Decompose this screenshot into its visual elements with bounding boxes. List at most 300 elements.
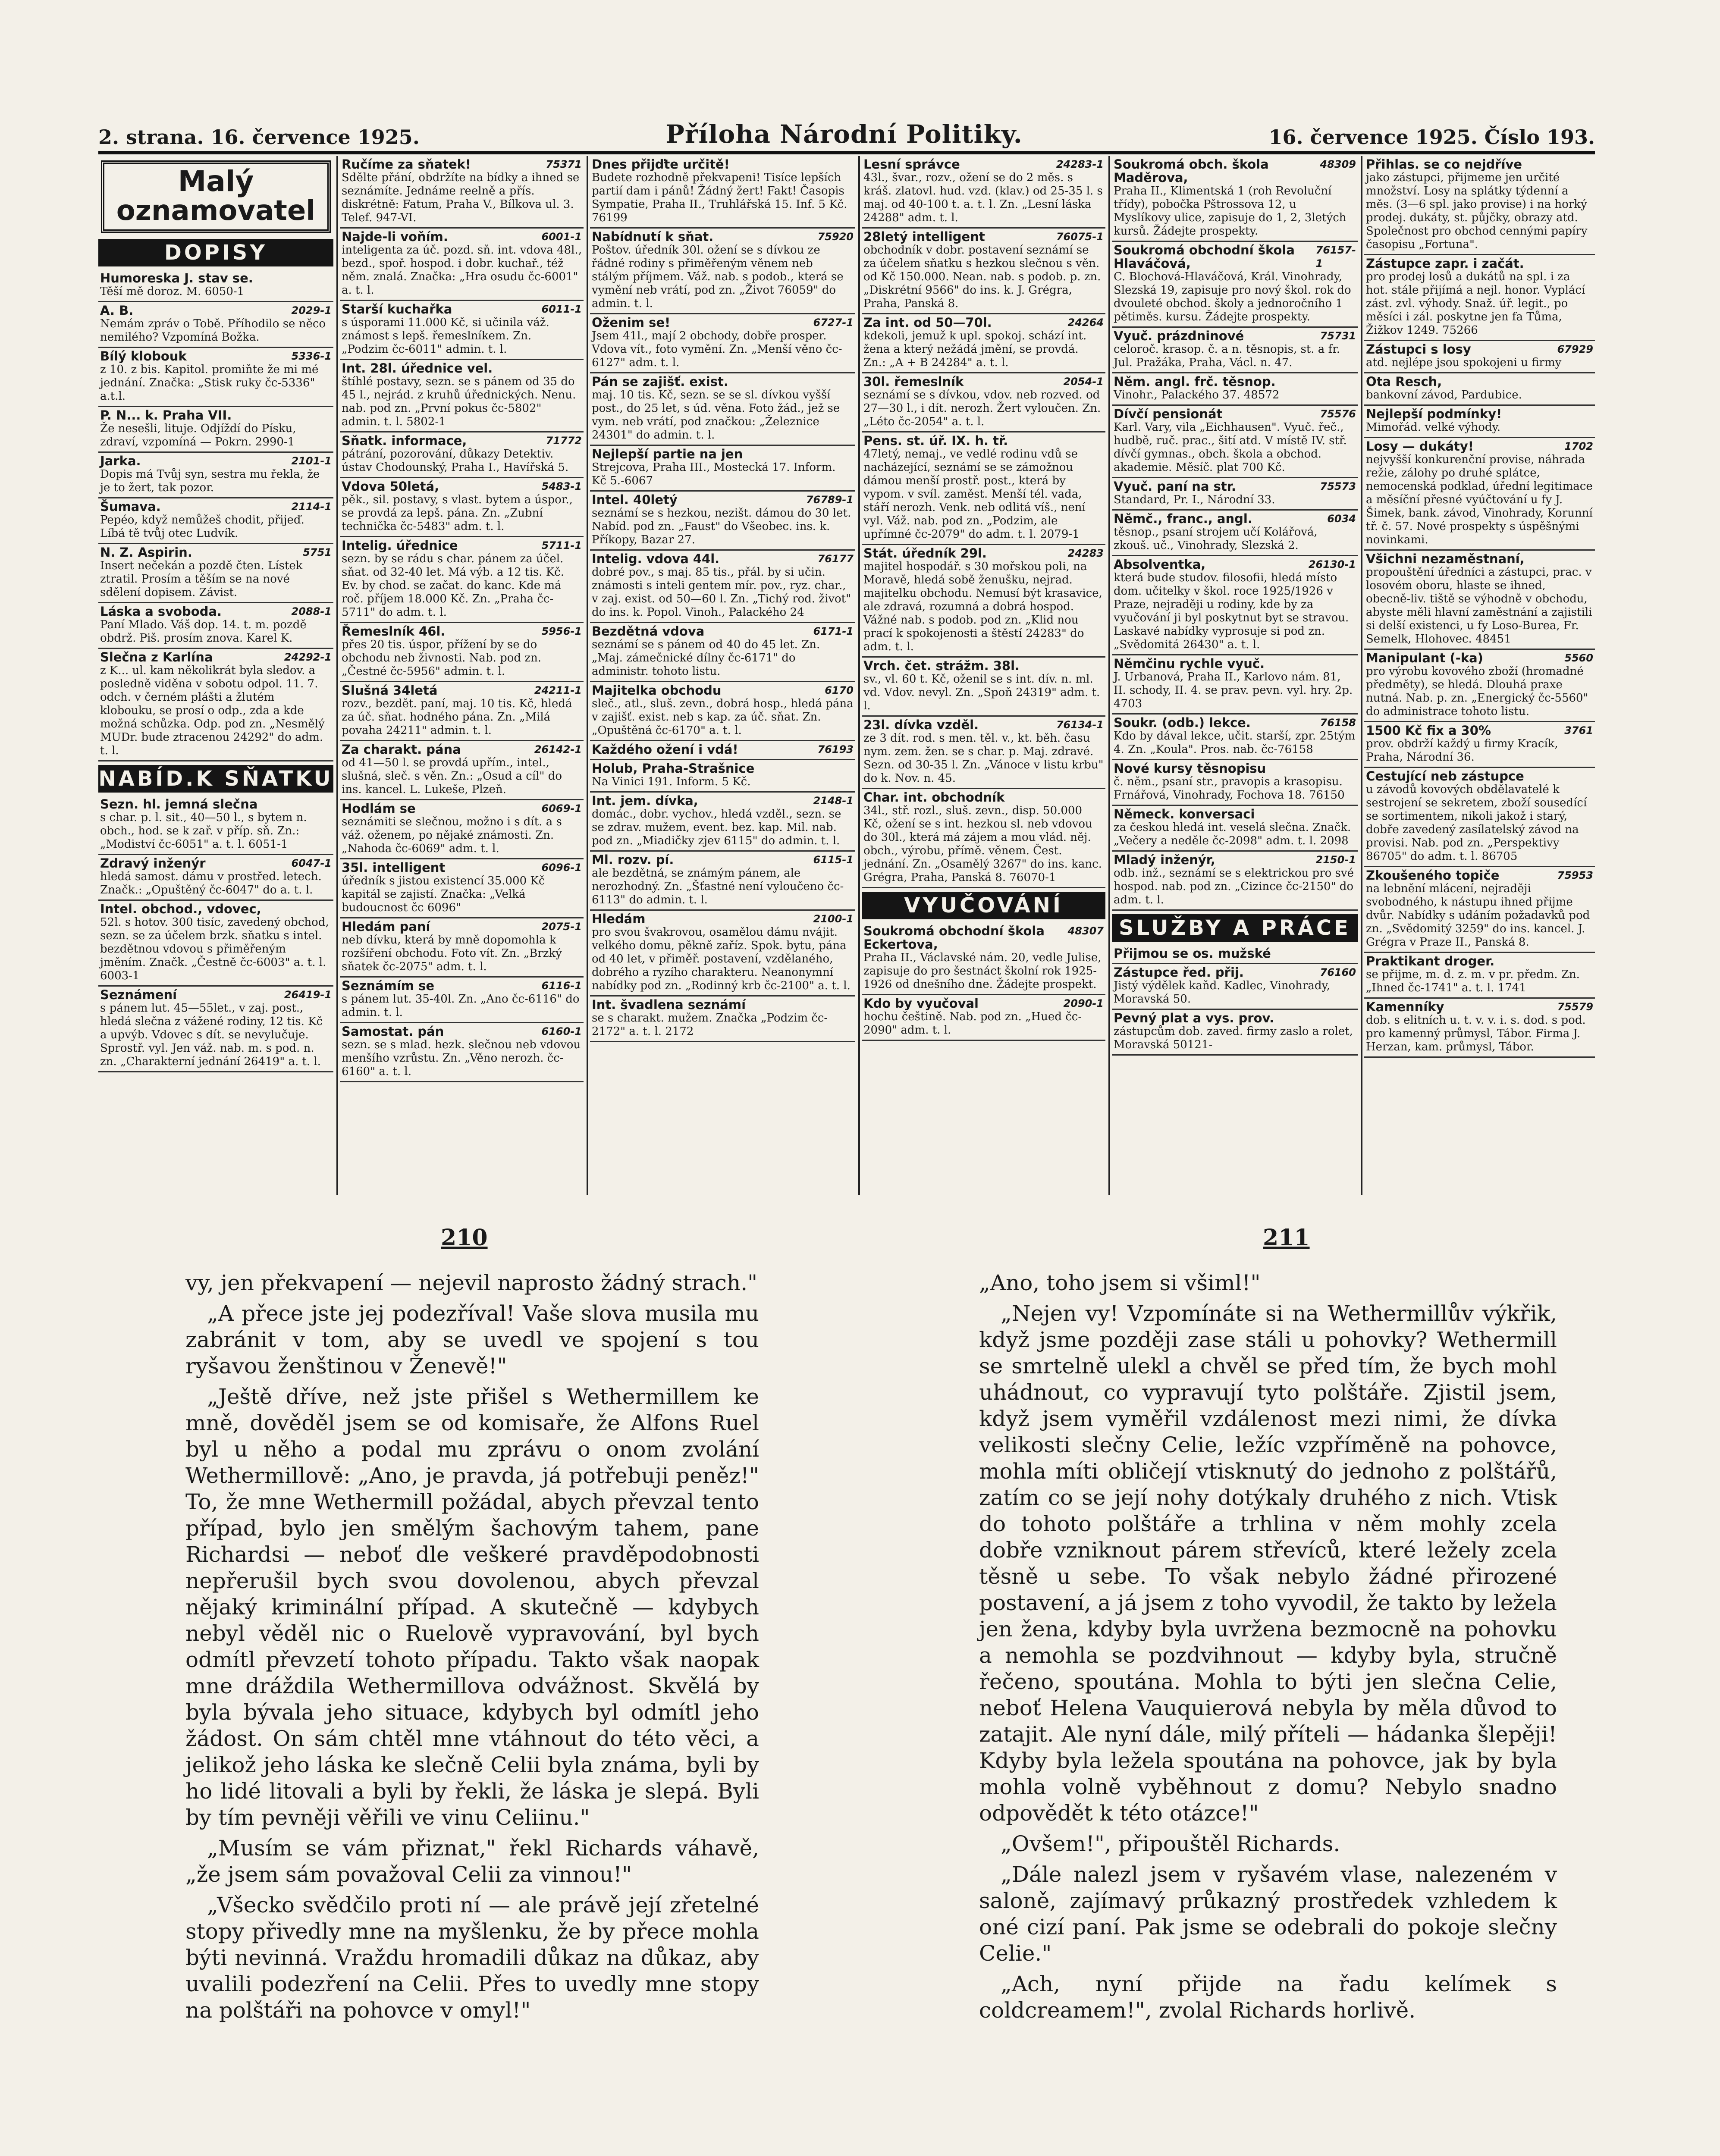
- ad-heading: [592, 375, 854, 389]
- classified-ad: [98, 302, 333, 348]
- ad-text: sezn. se s mlad. hezk. slečnou neb vdovou menšího vzrůstu. Zn. „Věno nerozh. čc-6160" a. t. l.: [342, 1038, 581, 1078]
- ad-title: Oženim se!: [592, 315, 671, 330]
- ad-title: Přihlas. se co nejdříve: [1366, 157, 1522, 172]
- classified-ad: [590, 229, 855, 314]
- ad-code: 6034: [1327, 513, 1356, 525]
- classified-ad: [340, 918, 584, 978]
- ad-heading: [863, 316, 1104, 329]
- ad-heading: [592, 493, 854, 507]
- ad-title: Vyuč. paní na str.: [1114, 479, 1236, 494]
- ad-title: A. B.: [100, 303, 134, 318]
- ad-title: Bezdětná vdova: [592, 624, 705, 639]
- ad-code: 6160-1: [541, 1025, 582, 1037]
- ad-heading: [592, 998, 854, 1012]
- ad-text: pro výrobu kovového zboží (hromadné předměty), se hledá. Dlouhá praxe nutná. Nab. p. zn. „Energický čc-5560" do administrace tohoto listu.: [1366, 665, 1588, 718]
- ad-title: Německ. konversaci: [1114, 807, 1255, 821]
- ad-code: 5336-1: [291, 350, 332, 363]
- ad-code: 76157-1: [1315, 244, 1356, 270]
- classified-ad: [1364, 768, 1595, 867]
- ad-text: se s charakt. mužem. Značka „Podzim čc-2172" a. t. l. 2172: [592, 1012, 828, 1038]
- ad-text: odb. inž., seznámí se s elektrickou pro své hospod. nab. pod zn. „Cizince čc-2150" do adm. t. l.: [1114, 867, 1354, 906]
- ad-title: Soukromá obchodní škola Eckertova,: [863, 924, 1045, 952]
- ad-heading: [592, 158, 854, 171]
- ad-code: 6069-1: [541, 802, 582, 815]
- ad-text: pro svou švakrovou, osamělou dámu nvájit. velkého domu, pěkně zaříz. Spok. bytu, pána od 40 let, v přiměř. postavení, vzdělaného, dobrého a ryzího charakteru. Neanonymní nabídky pod zn. „Rodinný krb čc-2100" a. t. l.: [592, 926, 851, 992]
- ad-code: 2088-1: [291, 605, 332, 618]
- ad-text: Jsem 41l., mají 2 obchody, dobře prosper. Vdova vít., foto vymění. Zn. „Menší věno čc-6127" adm. t. l.: [592, 329, 842, 369]
- ad-title: Sezn. hl. jemná slečna: [100, 797, 258, 812]
- ad-heading: [342, 362, 582, 375]
- ad-heading: [592, 448, 854, 461]
- ad-text: seznámí se s dívkou, vdov. neb rozved. od 27—30 l., i dít. nerozh. Žert vyloučen. Zn. „Léto čc-2054" a. t. l.: [863, 389, 1101, 428]
- ad-heading: [863, 791, 1104, 804]
- ad-title: Slečna z Karlína: [100, 650, 213, 665]
- ad-heading: [100, 605, 332, 618]
- ad-title: 28letý intelligent: [863, 229, 985, 244]
- classified-ad: [590, 446, 855, 492]
- classified-ad: [1364, 341, 1595, 373]
- classified-ad: [1364, 438, 1595, 551]
- ad-text: J. Urbanová, Praha II., Karlovo nám. 81, II. schody, II. 4. se prav. pevn. vyl. hry. 2p. 4703: [1114, 671, 1353, 710]
- classified-ad: [590, 997, 855, 1042]
- classified-ad: [1364, 650, 1595, 722]
- ad-heading: [100, 350, 332, 363]
- page-number-left: 210: [441, 1225, 488, 1251]
- classified-ad: [1112, 760, 1358, 806]
- ad-heading: [1366, 1000, 1593, 1014]
- ad-text: Těší mě doroz. M. 6050-1: [100, 285, 245, 298]
- classified-ad: [98, 544, 333, 603]
- ad-text: s pánem lut. 35-40l. Zn. „Ano čc-6116" do admin. t. l.: [342, 993, 580, 1019]
- ad-title: Kamenníky: [1366, 1000, 1444, 1014]
- ad-code: 75731: [1320, 330, 1356, 342]
- header-issue-right: 16. července 1925. Číslo 193.: [1268, 125, 1595, 149]
- classified-ad: [98, 796, 333, 855]
- classified-ad: [590, 623, 855, 682]
- ad-code: 2100-1: [813, 913, 854, 925]
- classified-ad: [340, 623, 584, 682]
- ad-text: celoroč. krasop. č. a n. těsnopis, st. a fr. Jul. Pražáka, Praha, Václ. n. 47.: [1114, 343, 1340, 369]
- ad-text: bankovní závod, Pardubice.: [1366, 389, 1522, 401]
- ad-text: ale bezdětná, se známým pánem, ale nerozhodný. Zn. „Šťastné není vyloučeno čc-6113" do admin. t. l.: [592, 867, 844, 906]
- classified-ad: [340, 800, 584, 859]
- ad-heading: [1114, 657, 1356, 671]
- ad-title: Hodlám se: [342, 801, 416, 816]
- classified-ad: [590, 760, 855, 793]
- ad-code: 26419-1: [284, 989, 332, 1001]
- classified-ad: [340, 360, 584, 432]
- ad-heading: [342, 230, 582, 244]
- ad-title: Starší kuchařka: [342, 302, 452, 317]
- logo-line-1: Malý: [178, 165, 254, 198]
- ad-text: Praha II., Václavské nám. 20, vedle Julise, zapisuje do pro šestnáct školní rok 1925-1926 od dnešního dne. Žádejte prospekt.: [863, 951, 1102, 991]
- ad-heading: [100, 988, 332, 1002]
- ad-text: těsnop., psaní strojem učí Kolářová, zkouš. uč., Vinohrady, Slezská 2.: [1114, 526, 1318, 552]
- ad-heading: [342, 539, 582, 552]
- ad-code: 2075-1: [541, 921, 582, 933]
- ad-text: Praha II., Klimentská 1 (roh Revoluční třídy), pobočka Pštrossova 12, u Myslíkovy ulice, zapisuje do 1, 2, 3letých kursů. Žádejte prospekty.: [1114, 185, 1346, 238]
- ad-heading: [1114, 716, 1356, 730]
- ad-text: za českou hledá int. veselá slečna. Značk. „Večery a neděle čc-2098" adm. t. l. 2098: [1114, 821, 1351, 847]
- ads-list: [1112, 156, 1358, 1056]
- ad-heading: [342, 1025, 582, 1038]
- ad-title: Char. int. obchodník: [863, 790, 1005, 805]
- classified-ad: [1112, 964, 1358, 1010]
- story-paragraph: vy, jen překvapení — nejevil naprosto žádný strach.": [185, 1270, 758, 1295]
- ad-title: Nejlepší podmínky!: [1366, 407, 1502, 421]
- classified-ad: [98, 649, 333, 761]
- classified-ad: [862, 717, 1105, 789]
- classified-ad: [862, 314, 1105, 373]
- ad-code: 6096-1: [541, 862, 582, 874]
- ad-text: nejvyšší konkurenční provise, náhrada režie, zálohy po druhé splátce, nemocenská podklad, úřední legitimace a měsíční přesné vyúčtování u fy J. Šimek, bank. závod, Vinohrady, Korunní tř. č. 57. Nové prospekty s úspěšnými novinkami.: [1366, 453, 1593, 546]
- ad-heading: [1114, 158, 1356, 185]
- classified-ad: [1364, 953, 1595, 999]
- ad-code: 2029-1: [291, 304, 332, 317]
- newspaper-title: Příloha Národní Politiky.: [665, 119, 1023, 149]
- classified-ad: [340, 978, 584, 1023]
- classified-ad: [590, 852, 855, 911]
- ad-title: Něm. angl. frč. těsnop.: [1114, 374, 1276, 389]
- ad-heading: [1114, 947, 1356, 960]
- ad-text: domác., dobr. vychov., hledá vzděl., sezn. se se zdrav. mužem, event. bez. kap. Mil. nab. pod zn. „Miadičky zjev 6115" do admin. t. l.: [592, 808, 841, 847]
- classified-ad: [590, 373, 855, 446]
- ad-title: Losy — dukáty!: [1366, 439, 1474, 454]
- ad-text: č. něm., psaní str., pravopis a krasopisu. Frnářová, Vinohrady, Fochova 18. 76150: [1114, 775, 1345, 802]
- classified-ad: [340, 859, 584, 918]
- ad-heading: [1366, 257, 1593, 270]
- ad-text: pátrání, pozorování, důkazy Detektiv. ústav Chodounský, Praha I., Havířská 5.: [342, 448, 569, 474]
- ad-heading: [342, 625, 582, 638]
- ad-code: 76193: [817, 743, 854, 755]
- ad-text: Strejcova, Praha III., Mostecká 17. Inform. Kč 5.-6067: [592, 461, 836, 487]
- ad-code: 5751: [303, 546, 332, 559]
- ad-text: obchodník v dobr. postavení seznámí se za účelem sňatku s hezkou slečnou s věn. od Kč 150.000. Nean. nab. s podob. p. zn. „Diskrétní 9566" do ins. k. J. Grégra, Praha, Panská 8.: [863, 244, 1101, 310]
- classified-ad: [862, 658, 1105, 717]
- classified-ad: [98, 603, 333, 649]
- ad-heading: [1366, 343, 1593, 356]
- classified-ad: [98, 453, 333, 498]
- classified-ad: [1112, 478, 1358, 511]
- classified-ad: [1364, 551, 1595, 650]
- ad-code: 2148-1: [813, 795, 854, 807]
- classified-column-6: [1364, 156, 1595, 1197]
- ad-title: Hledám paní: [342, 919, 430, 934]
- ad-title: Jarka.: [100, 454, 141, 469]
- ad-title: Int. 28l. úřednice vel.: [342, 361, 493, 376]
- ad-heading: [342, 684, 582, 697]
- ad-title: Seznámení: [100, 987, 177, 1003]
- ad-title: 30l. řemeslník: [863, 374, 964, 389]
- ad-heading: [100, 304, 332, 317]
- ad-heading: [342, 434, 582, 448]
- story-column-left: [185, 1270, 759, 2028]
- ad-heading: [1114, 966, 1356, 979]
- ad-heading: [1114, 762, 1356, 775]
- ad-title: Int. švadlena seznámí: [592, 997, 746, 1012]
- ad-text: neb dívku, která by mně dopomohla k rozšíření obchodu. Foto vít. Zn. „Brzký sňatek čc-2075" adm. t. l.: [342, 934, 562, 973]
- classified-ad: [340, 1023, 584, 1082]
- ad-text: sleč., atl., sluš. zevn., dobrá hosp., hledá pána v zajišť. exist. neb s kap. za úč. sňat. Zn. „Opuštěná čc-6170" a. t. l.: [592, 697, 854, 737]
- classified-ad: [1364, 255, 1595, 341]
- classified-ad: [590, 492, 855, 551]
- ad-heading: [342, 158, 582, 171]
- ad-heading: [592, 762, 854, 775]
- ad-title: Nové kursy těsnopisu: [1114, 761, 1266, 776]
- ad-text: Insert nečekán a pozdě čten. Lístek ztratil. Prosím a těším se na nové sdělení dopisem. Závist.: [100, 559, 303, 599]
- ad-title: Sňatk. informace,: [342, 433, 467, 448]
- classified-ad: [1112, 242, 1358, 328]
- ad-heading: [863, 375, 1104, 389]
- ad-text: Jistý výdělek kaňd. Kadlec, Vinohrady, Moravská 50.: [1114, 979, 1330, 1006]
- ad-heading: [100, 500, 332, 514]
- ad-heading: [592, 794, 854, 808]
- ad-heading: [1366, 440, 1593, 453]
- story-paragraph: „Nejen vy! Vzpomínáte si na Wethermillův výkřik, když jsme později zase stáli u pohovky? Wethermill se smrtelně ulekl a chvěl se před tím, že bych mohl uhádnout, co vypravují tyto polštáře. Zjistil jsem, když jsem vyměřil vzdálenost mezi nimi, že dívka velikosti slečny Celie, ležíc vzpříměně na pohovce, mohla míti obličejí vtisknutý do jednoho z polštářů, zatím co se její nohy dotýkaly druhého z nich. Vtisk do tohoto polštáře a trhlina v něm mohly zcela dobře vzniknout párem střevíců, které ležely zcela těsně u sebe. To však nebylo žádné přirozené postavení, a já jsem z toho vyvodil, že takto by ležela jen žena, kdyby byla uvržena bezmocně na pohovku a nemohla se pozdvihnout — kdyby byla, stručně řečeno, spoutána. Mohla to býti jen slečna Celie, neboť Helena Vauquierová nebyla by měla důvod to zatajit. Ale nyní dále, milý příteli — hádanka šlepěji! Kdyby byla ležela spoutána na pohovce, jak by byla mohla volně vyběhnout z domu? Nebylo snadno odpovědět k této otázce!": [979, 1301, 1557, 1826]
- ad-heading: [592, 230, 854, 244]
- ad-text: Vinohr., Palackého 37. 48572: [1114, 389, 1280, 401]
- ad-text: pro prodej losů a dukátů na spl. i za hot. stále přijímá a nejl. honor. Vyplácí zást. zvl. výhody. Snaž. úř. legit., po měsíci i zál. poskytne jen fa Tůma, Žižkov 1249. 75266: [1366, 270, 1585, 337]
- classified-ad: [590, 741, 855, 760]
- ad-heading: [342, 743, 582, 756]
- ad-title: Řemeslník 46l.: [342, 624, 446, 639]
- classified-ad: [1364, 999, 1595, 1058]
- ad-heading: [592, 552, 854, 566]
- ad-code: 6116-1: [541, 980, 582, 992]
- ad-text: C. Blochová-Hlaváčová, Král. Vinohrady, Slezská 19, zapisuje pro nový škol. rok do dvouleté obchod. školy a jednoročního 1 pětiměs. kursu. Žádejte prospekty.: [1114, 270, 1351, 323]
- ad-code: 76160: [1320, 966, 1356, 978]
- ad-code: 24292-1: [284, 651, 332, 664]
- ad-title: Ručíme za sňatek!: [342, 157, 471, 172]
- ad-title: Přijmou se os. mužské: [1114, 946, 1271, 961]
- ad-title: Zástupci s losy: [1366, 342, 1471, 357]
- ad-heading: [1366, 869, 1593, 882]
- ad-code: 76158: [1320, 717, 1356, 729]
- classified-ad: [340, 682, 584, 741]
- ad-heading: [1366, 652, 1593, 665]
- ad-title: Stát. úředník 29l.: [863, 546, 987, 561]
- ad-heading: [863, 547, 1104, 560]
- ad-title: Nabídnutí k sňat.: [592, 229, 714, 244]
- ad-code: 6170: [825, 684, 854, 696]
- ad-code: 26130-1: [1308, 558, 1356, 570]
- classified-ad: [862, 923, 1105, 995]
- ad-title: Pán se zajišť. exist.: [592, 374, 728, 389]
- ad-text: sezn. by se rádu s char. pánem za účel. sňat. od 32-40 let. Má výb. a 12 tis. Kč. Ev. by chod. se začat. do kanc. Kde má roč. příjem 18.000 Kč. Zn. „Praha čc-5711" do adm. t. l.: [342, 552, 564, 619]
- classified-ad: [98, 407, 333, 453]
- ad-text: hledá samost. dámu v prostřed. letech. Značk.: „Opuštěný čc-6047" do a. t. l.: [100, 870, 322, 897]
- ad-text: seznámí se s hezkou, nezišt. dámou do 30 let. Nabíd. pod zn. „Faust" do Všeobec. ins. k. Příkopy, Bazar 27.: [592, 507, 851, 546]
- ad-title: Vrch. čet. strážm. 38l.: [863, 658, 1020, 673]
- ads-list: [862, 156, 1105, 1041]
- story-paragraph: „Ovšem!", připouštěl Richards.: [1001, 1831, 1340, 1856]
- story-paragraph: „A přece jste jej podezříval! Vaše slova musila mu zabránit v tom, aby se uvedl ve spojení s tou ryšavou ženštinou v Ženevě!": [185, 1301, 759, 1379]
- classified-ad: [340, 537, 584, 623]
- logo-line-2: oznamovatel: [116, 195, 316, 227]
- ad-title: Soukromá obch. škola Maděrova,: [1114, 157, 1269, 185]
- classified-ad: [1112, 945, 1358, 964]
- ad-title: Soukromá obchodní škola Hlaváčová,: [1114, 243, 1295, 271]
- ad-code: 5711-1: [541, 539, 582, 552]
- ad-heading: [592, 625, 854, 638]
- ad-heading: [1366, 552, 1593, 566]
- ad-title: Mladý inženýr,: [1114, 852, 1215, 867]
- ad-text: Dopis má Tvůj syn, sestra mu řekla, že je to žert, tak pozor.: [100, 468, 320, 495]
- ad-code: 75576: [1320, 408, 1356, 420]
- ad-heading: [863, 230, 1104, 244]
- story-paragraph: „Všecko svědčilo proti ní — ale právě její zřetelné stopy přivedly mne na myšlenku, že by přece mohla býti nevinná. Vraždu hromadili důkaz na důkaz, aby uvalili podezření na Celii. Přes to uvedly mne stopy na polštáři na pohovce v omyl!": [185, 1893, 759, 2023]
- ad-code: 75953: [1557, 869, 1593, 881]
- ad-title: Všichni nezaměstnaní,: [1366, 552, 1525, 566]
- ad-title: P. N... k. Praha VII.: [100, 408, 232, 423]
- section-vyucovani: VYUČOVÁNÍ: [862, 892, 1105, 919]
- classified-ad: [1112, 511, 1358, 556]
- ad-code: 6011-1: [541, 303, 582, 315]
- ad-heading: [863, 718, 1104, 732]
- classified-ad: [1364, 406, 1595, 438]
- ad-code: 75371: [546, 158, 582, 170]
- column-rule: [1361, 156, 1362, 1195]
- ad-text: s char. p. l. sit., 40—50 l., s bytem n. obch., hod. se k zař. v příp. sň. Zn.: „Modiství čc-6051" a. t. l. 6051-1: [100, 811, 307, 851]
- ad-text: Karl. Vary, vila „Eichhausen". Vyuč. řeč., hudbě, ruč. prac., šití atd. V místě IV. stř. dívčí gymnas., obch. škola a obchod. akademie. Měsíč. plat 700 Kč.: [1114, 421, 1347, 474]
- ad-code: 6171-1: [813, 625, 854, 637]
- ad-title: Samostat. pán: [342, 1024, 444, 1039]
- ad-heading: [100, 454, 332, 468]
- classified-ad: [590, 156, 855, 229]
- ad-text: propouštění úředníci a zástupci, prac. v losovém oboru, hlaste se ihned, obecně-liv. tiště se výhodně v obchodu, abyste měli hlavní zaměstnání a zajistili si delší existenci, u fy Loso-Burea, Fr. Semelk, Hlohovec. 48451: [1366, 566, 1592, 646]
- classified-ad: [862, 156, 1105, 229]
- story-paragraph: „Ještě dříve, než jste přišel s Wethermillem ke mně, dověděl jsem se od komisaře, že Alfons Ruel byl u něho a podal mu zprávu o onom zvolání Wethermillově: „Ano, je pravda, já potřebuji peněz!" To, že mne Wethermill požádal, abych převzal tento případ, bylo jen smělým šachovým tahem, pane Richardsi — neboť dle veškeré pravděpodobnosti nepřerušil bych svou dovolenou, abych převzal nějaký kriminální případ. A skutečně — kdybych nebyl věděl nic o Ruelově vypravování, byl bych odmítl převzetí tohoto případu. Takto však naopak mne dráždila Wethermillova odvážnost. Skvělá by byla bývala jeho situace, kdybych byl odmítl jeho žádost. On sám chtěl mne vtáhnout do této věci, a jelikož jeho láska ke slečně Celii byla známa, byli by ho lidé litovali a byli by řekli, že láska je slepá. Byli by tím pevněji věřili ve vinu Celiinu.": [185, 1384, 759, 1830]
- classified-ad: [98, 498, 333, 544]
- ad-text: 34l., stř. rozl., sluš. zevn., disp. 50.000 Kč, ožení se s int. hezkou sl. neb vdovou do 30l., která má zájem a mou vlád. něj. obch., výrobu, přímě. věnem. Čest. jednání. Zn. „Osamělý 3267" do ins. kanc. Grégra, Praha, Panská 8. 76070-1: [863, 804, 1102, 884]
- ad-code: 26142-1: [534, 743, 582, 755]
- ad-title: Intelig. úřednice: [342, 538, 458, 553]
- ad-heading: [100, 409, 332, 422]
- ad-text: pěk., sil. postavy, s vlast. bytem a úspor., se provdá za lepš. pána. Zn. „Zubní technička čc-5483" adm. t. l.: [342, 493, 573, 533]
- classified-ad: [590, 314, 855, 373]
- ad-code: 3761: [1564, 724, 1593, 736]
- ad-code: 24211-1: [534, 684, 582, 696]
- ad-text: štíhlé postavy, sezn. se s pánem od 35 do 45 l., nejrád. z kruhů úřednických. Nenu. nab. pod zn. „První pokus čc-5802" admin. t. l. 5802-1: [342, 375, 576, 428]
- ad-text: majitel hospodář. s 30 mořskou poli, na Moravě, hledá sobě ženušku, nejrad. majitelku obchodu. Nemusí být krasavice, ale zdravá, rozumná a dobrá hospod. Vážné nab. s podob. pod zn. „Klid nou prací k spokojenosti a štěstí 24283" do adm. t. l.: [863, 560, 1102, 653]
- ad-heading: [863, 158, 1104, 171]
- ad-text: přes 20 tis. úspor, přížení by se do obchodu neb živnosti. Nab. pod zn. „Čestné čc-5956" admin. t. l.: [342, 638, 542, 678]
- ad-heading: [1114, 808, 1356, 821]
- ad-title: Bílý klobouk: [100, 349, 187, 364]
- ad-title: Intelig. vdova 44l.: [592, 552, 720, 566]
- ad-code: 76134-1: [1056, 719, 1104, 731]
- classified-ad: [340, 229, 584, 301]
- ad-code: 24283-1: [1056, 158, 1104, 170]
- classified-ad: [1112, 556, 1358, 655]
- ad-title: Kdo by vyučoval: [863, 996, 979, 1011]
- ad-title: Němč., franc., angl.: [1114, 511, 1252, 526]
- ad-title: Láska a svoboda.: [100, 604, 222, 619]
- ad-title: Intel. obchod., vdovec,: [100, 902, 261, 917]
- classified-ad: [340, 478, 584, 537]
- classified-ad: [1112, 156, 1358, 242]
- section-sluzby-a-prace: SLUŽBY A PRÁCE: [1112, 914, 1358, 942]
- ad-title: Zástupce řed. přij.: [1114, 965, 1244, 980]
- ad-heading: [342, 303, 582, 316]
- classified-ad: [98, 901, 333, 987]
- ad-heading: [1114, 512, 1356, 526]
- ad-code: 2101-1: [291, 455, 332, 467]
- classified-ad: [862, 789, 1105, 888]
- ad-heading: [1366, 724, 1593, 737]
- ad-text: dob. s elitních u. t. v. v. i. s. dod. s pod. pro kamenný průmysl, Tábor. Firma J. Herzan, kam. průmysl, Tábor.: [1366, 1014, 1586, 1053]
- ad-heading: [1114, 407, 1356, 421]
- header-date-left: 2. strana. 16. července 1925.: [98, 125, 420, 149]
- ad-text: atd. nejlépe jsou spokojeni u firmy: [1366, 356, 1562, 369]
- ad-text: s pánem lut. 45—55let., v zaj. post., hledá slečna z vážené rodiny, 12 tis. Kč a upvýb. Vdovec s dít. se nevylučuje. Sprostř. vyl. Jen váž. nab. m. s pod. n. zn. „Charakterní jednání 26419" a. t. l.: [100, 1002, 323, 1069]
- classified-ad: [590, 793, 855, 852]
- ad-text: která bude studov. filosofii, hledá místo dom. učitelky v škol. roce 1925/1926 v Praze, nejraději u rodiny, kde by za vyučování ji byl poskytnut byt se stravou. Laskavé nabídky vyprosuje si pod zn. „Svědomitá 26430" a. t. l.: [1114, 571, 1349, 651]
- ad-title: Za int. od 50—70l.: [863, 315, 992, 330]
- classified-ad: [1112, 806, 1358, 852]
- classified-ad: [1112, 714, 1358, 760]
- ad-text: Na Vinici 191. Inform. 5 Kč.: [592, 775, 751, 788]
- classified-ad: [862, 229, 1105, 314]
- ad-text: se přijme, m. d. z. m. v pr. předm. Zn. „Ihned čc-1741" a. t. l. 1741: [1366, 968, 1580, 994]
- ad-title: Zdravý inženýr: [100, 856, 206, 871]
- ad-text: Pepéo, když nemůžeš chodit, přijeď. Líbá tě tvůj otec Ludvík.: [100, 514, 304, 540]
- section-nabidky-snatku: NABÍD.K SŇATKU: [98, 765, 333, 793]
- classified-ad: [590, 911, 855, 997]
- ad-code: 24283: [1067, 547, 1104, 559]
- classified-ad: [862, 373, 1105, 432]
- ad-code: 76075-1: [1056, 231, 1104, 243]
- ad-text: kdekoli, jemuž k upl. spokoj. schází int. žena a který nežádá jmění, se provdá. Zn.: „A + B 24284" a. t. l.: [863, 329, 1087, 369]
- ad-title: Hledám: [592, 912, 646, 926]
- ad-title: Majitelka obchodu: [592, 683, 722, 698]
- ads-list: [1364, 156, 1595, 1058]
- ad-heading: [342, 480, 582, 493]
- ad-heading: [592, 853, 854, 867]
- classified-ad: [340, 432, 584, 478]
- classified-ad: [98, 855, 333, 901]
- ad-code: 5560: [1564, 652, 1593, 664]
- ad-code: 6047-1: [291, 857, 332, 870]
- ad-heading: [592, 912, 854, 926]
- ad-text: seznámí se s pánem od 40 do 45 let. Zn. „Maj. zámečnické dílny čc-6171" do administr. tohoto listu.: [592, 638, 820, 678]
- ad-title: Pens. st. úř. IX. h. tř.: [863, 433, 1008, 448]
- classified-ad: [1364, 722, 1595, 768]
- ad-heading: [1366, 375, 1593, 389]
- ad-text: zástupcům dob. zaved. firmy zaslo a rolet, Moravská 50121-: [1114, 1025, 1353, 1051]
- ad-code: 75920: [817, 231, 854, 243]
- ad-text: jako zástupci, přijmeme jen určité množství. Losy na splátky týdenní a měs. (3—6 spl. jako provise) i na horký prodej. dukáty, st. půjčky, obrazy atd. Společnost pro obchod cennými papíry časopisu „Fortuna".: [1366, 171, 1588, 251]
- ad-title: Slušná 34letá: [342, 683, 438, 698]
- ad-text: Budete rozhodně překvapeni! Tisíce lepších partií dam i pánů! Žádný žert! Fakt! Časopis Sympatie, Praha II., Truhlářská 15. Inf. 5 Kč. 76199: [592, 171, 847, 224]
- story-paragraph: „Ach, nyní přijde na řadu kelímek s coldcreamem!", zvolal Richards horlivě.: [979, 1971, 1557, 2023]
- ad-text: Nemám zpráv o Tobě. Příhodilo se něco nemilého? Vzpomíná Božka.: [100, 317, 326, 344]
- ad-heading: [1366, 158, 1593, 171]
- classified-ad: [590, 682, 855, 741]
- ad-text: z K... ul. kam několikrát byla sledov. a posledně viděna v sobotu odpol. 11. 7. odch. v černém plášti a žlutém klobouku, se prosí o odp., zda a kde možná schůzka. Odp. pod zn. „Nesmělý MUDr. bude ztracenou 24292" do adm. t. l.: [100, 664, 325, 758]
- ad-heading: [1366, 955, 1593, 968]
- ad-title: 23l. dívka vzděl.: [863, 718, 979, 732]
- ad-text: u závodů kovových obdělavatelé k sestrojení se sekretem, zboží sousedící se sortimentem, nikoli jakož i starý, dobře zavedený zasílatelský závod na provisi. Nab. pod zn. „Perspektivy 86705" do adm. t. l. 86705: [1366, 783, 1587, 863]
- ad-code: 71772: [546, 435, 582, 447]
- ad-code: 76789-1: [806, 494, 854, 506]
- ad-title: Najde-li voňím.: [342, 229, 448, 244]
- ad-title: Dívčí pensionát: [1114, 407, 1223, 421]
- classified-ad: [340, 741, 584, 800]
- ad-title: Praktikant droger.: [1366, 954, 1495, 968]
- ad-heading: [1114, 558, 1356, 571]
- classified-ad: [1112, 852, 1358, 911]
